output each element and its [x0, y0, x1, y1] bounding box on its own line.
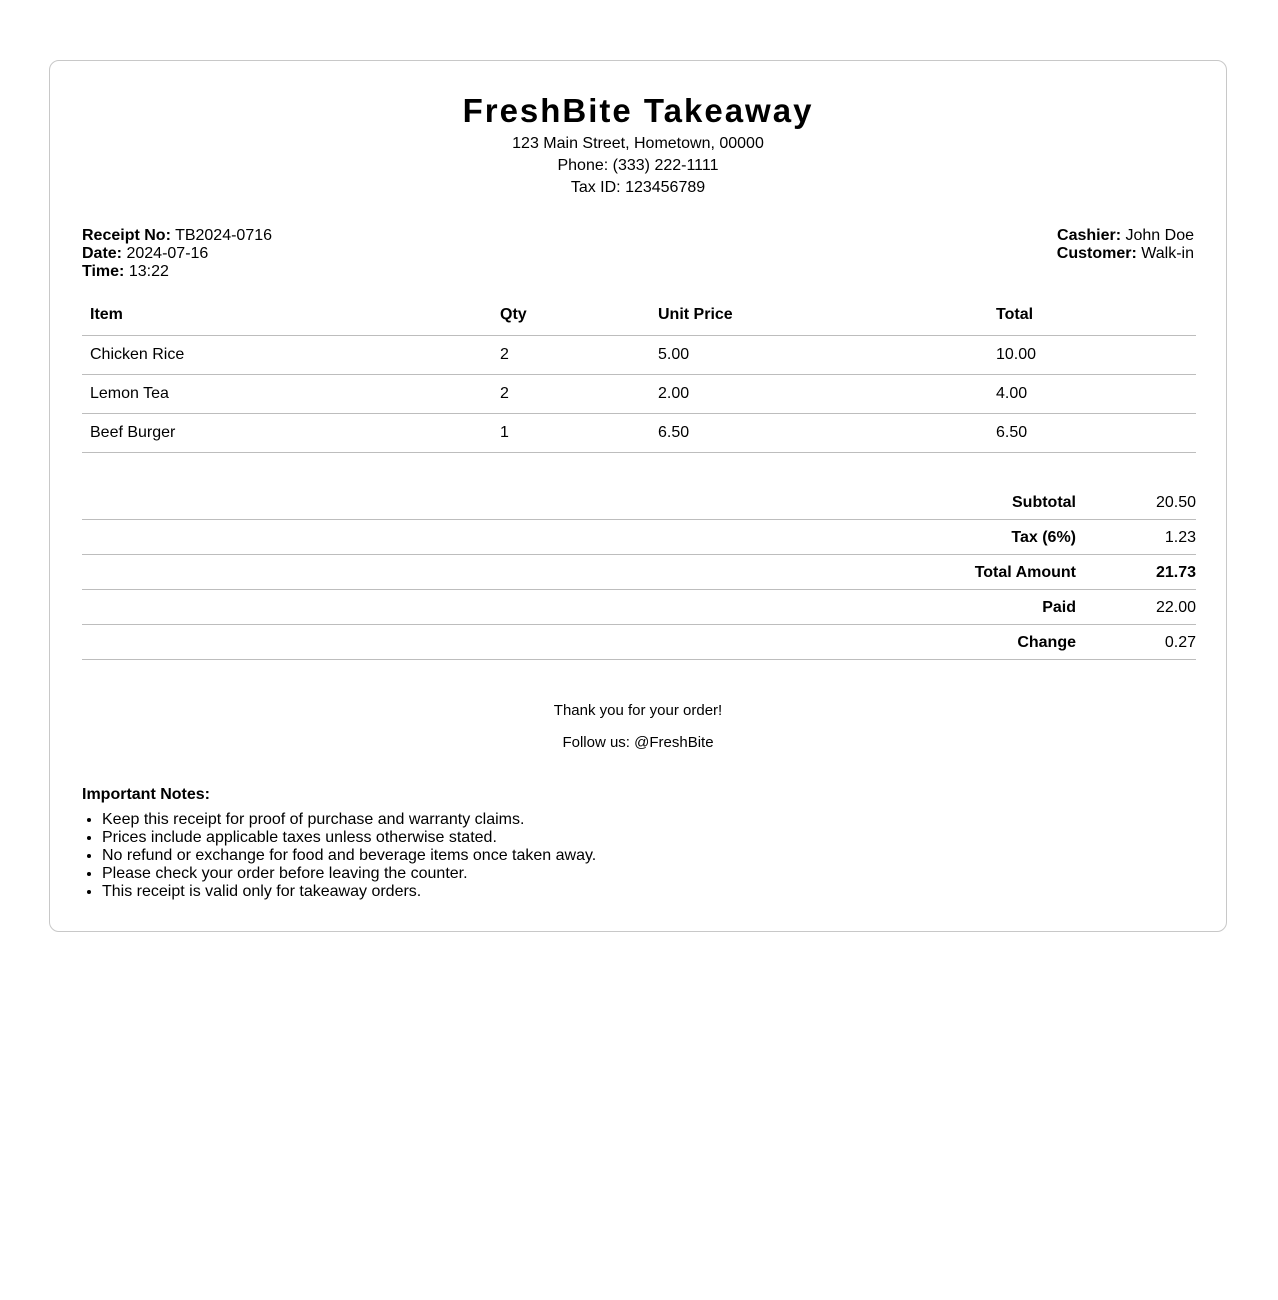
row-qty: 1 — [492, 414, 650, 453]
row-item: Lemon Tea — [82, 375, 492, 414]
paid-value: 22.00 — [1155, 599, 1196, 616]
total-amount-label: Total Amount — [974, 564, 1076, 581]
row-item: Beef Burger — [82, 414, 492, 453]
store-tax-id: Tax ID: 123456789 — [570, 179, 706, 196]
row-unit-price: 2.00 — [650, 375, 988, 414]
subtotal-value: 20.50 — [1155, 494, 1196, 511]
row-qty: 2 — [492, 375, 650, 414]
totals-section — [82, 485, 1196, 660]
cashier-line — [1057, 227, 1194, 245]
thank-you-message: Thank you for your order! — [553, 702, 723, 719]
tax-value: 1.23 — [1164, 529, 1196, 546]
change-row — [82, 625, 1196, 660]
header-qty: Qty — [492, 295, 650, 336]
items-table — [82, 295, 1196, 453]
list-item: • This receipt is valid only for takeaway orders. — [102, 883, 596, 901]
list-item: • Please check your order before leaving the counter. — [102, 865, 596, 883]
receipt-number-line — [82, 227, 272, 245]
customer-line — [1057, 245, 1194, 263]
list-item: • Prices include applicable taxes unless otherwise stated. — [102, 829, 596, 847]
total-amount-row — [82, 555, 1196, 590]
time-value: 13:22 — [128, 263, 169, 280]
row-unit-price: 5.00 — [650, 336, 988, 375]
important-notes — [82, 786, 596, 901]
items-table-header — [82, 295, 1196, 336]
paid-row — [82, 590, 1196, 625]
table-row — [82, 336, 1196, 375]
header-unit-price: Unit Price — [650, 295, 988, 336]
receipt-header — [50, 89, 1226, 199]
customer-label: Customer: — [1056, 245, 1137, 262]
change-value: 0.27 — [1164, 634, 1196, 651]
table-row — [82, 375, 1196, 414]
notes-title: Important Notes: — [82, 786, 210, 803]
subtotal-label: Subtotal — [1012, 494, 1076, 511]
time-line — [82, 263, 272, 281]
row-total: 4.00 — [988, 375, 1196, 414]
row-total: 10.00 — [988, 336, 1196, 375]
receipt-number-label: Receipt No: — [82, 227, 171, 244]
store-address: 123 Main Street, Hometown, 00000 — [512, 135, 764, 152]
store-phone: Phone: (333) 222-1111 — [557, 157, 719, 174]
meta-right — [1057, 227, 1194, 263]
tax-row — [82, 520, 1196, 555]
tax-label: Tax (6%) — [1011, 529, 1076, 546]
table-row — [82, 414, 1196, 453]
row-unit-price: 6.50 — [650, 414, 988, 453]
row-total: 6.50 — [988, 414, 1196, 453]
time-label: Time: — [82, 263, 125, 280]
subtotal-row — [82, 485, 1196, 520]
change-label: Change — [1017, 634, 1076, 651]
cashier-label: Cashier: — [1057, 227, 1122, 244]
header-total: Total — [988, 295, 1196, 336]
cashier-value: John Doe — [1125, 227, 1194, 244]
store-name: FreshBite Takeaway — [462, 92, 814, 129]
header-item: Item — [82, 295, 492, 336]
date-value: 2024-07-16 — [126, 245, 209, 262]
notes-list — [82, 811, 596, 901]
total-amount-value: 21.73 — [1155, 564, 1196, 581]
date-line — [82, 245, 272, 263]
meta-left — [82, 227, 272, 281]
receipt-card — [49, 60, 1227, 932]
date-label: Date: — [82, 245, 123, 262]
customer-value: Walk-in — [1141, 245, 1194, 262]
paid-label: Paid — [1042, 599, 1076, 616]
list-item: • Keep this receipt for proof of purchase and warranty claims. — [102, 811, 596, 829]
row-item: Chicken Rice — [82, 336, 492, 375]
row-qty: 2 — [492, 336, 650, 375]
list-item: • No refund or exchange for food and beverage items once taken away. — [102, 847, 596, 865]
receipt-number: TB2024-0716 — [175, 227, 273, 244]
follow-us-message: Follow us: @FreshBite — [562, 734, 714, 751]
